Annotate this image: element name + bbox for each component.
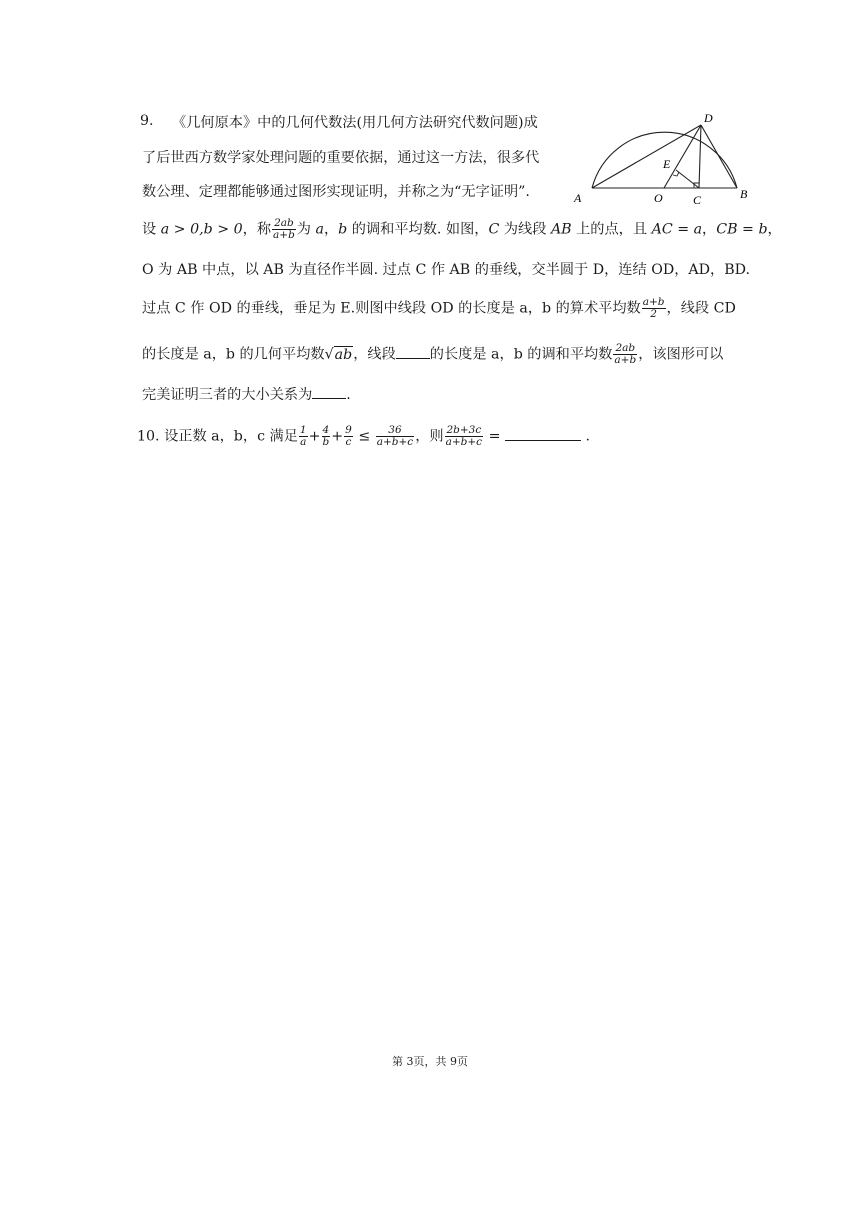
math-ab: AB <box>550 221 572 238</box>
text: ，则 <box>415 428 444 445</box>
label-o: O <box>654 191 663 205</box>
eq-sign: = <box>484 428 505 445</box>
text: ，线段 <box>353 346 396 363</box>
label-c: C <box>693 193 702 207</box>
q9-line-6 <box>142 297 736 320</box>
text: ，线段 CD <box>666 300 736 317</box>
math-cb: CB = b <box>716 221 768 238</box>
radicand: ab <box>334 346 353 363</box>
frac-num: 9 <box>345 424 352 436</box>
segment-ce <box>676 170 699 188</box>
plus-sign: + <box>331 428 344 445</box>
q9-line-3: 数公理、定理都能够通过图形实现证明，并称之为“无字证明”. <box>142 184 530 200</box>
le-sign: ≤ <box>353 428 375 445</box>
text: . <box>346 387 351 403</box>
q9-line-4 <box>142 218 782 241</box>
math-condition: a > 0,b > 0 <box>160 221 243 238</box>
frac-den: b <box>322 436 330 448</box>
frac-num: 4 <box>322 424 330 436</box>
answer-blank-3[interactable] <box>505 426 581 441</box>
semicircle-diagram <box>570 104 760 210</box>
text: 设 <box>142 221 161 238</box>
question-10 <box>137 425 590 448</box>
label-a: A <box>574 191 582 205</box>
math-a: a <box>315 221 324 238</box>
text: 完美证明三者的大小关系为 <box>142 387 313 403</box>
frac-den: 2 <box>650 308 657 320</box>
frac-9-over-c <box>344 425 353 448</box>
harmonic-mean-fraction-2 <box>613 343 637 366</box>
math-b: b <box>338 221 348 238</box>
text: ， <box>767 221 782 238</box>
geometric-mean-sqrt: √ab <box>324 346 353 363</box>
frac-num: 1 <box>299 424 307 436</box>
label-d: D <box>704 111 713 125</box>
frac-num: 2b+3c <box>446 424 482 436</box>
text: ，称 <box>242 221 272 238</box>
frac-num: 2ab <box>613 343 637 355</box>
text: 设正数 a，b，c 满足 <box>159 428 298 445</box>
frac-den: a+b <box>273 229 295 241</box>
text: ， <box>323 221 339 238</box>
frac-4-over-b <box>322 425 331 448</box>
frac-num: 2ab <box>272 218 296 230</box>
label-b: B <box>740 187 748 201</box>
plus-sign: + <box>308 428 321 445</box>
text: ，该图形可以 <box>638 346 724 363</box>
text: 的调和平均数. 如图， <box>347 221 489 238</box>
text: 为线段 <box>499 221 551 238</box>
arithmetic-mean-fraction <box>642 297 666 320</box>
question-9-number: 9. <box>140 113 154 129</box>
answer-blank-2[interactable] <box>312 384 346 399</box>
frac-target <box>445 425 483 448</box>
frac-den: c <box>345 436 352 448</box>
q9-line-7 <box>142 343 723 366</box>
frac-1-over-a <box>299 425 308 448</box>
frac-36-over-sum <box>376 425 414 448</box>
text: 上的点，且 <box>571 221 652 238</box>
text: 的长度是 a，b 的调和平均数 <box>429 346 613 363</box>
page-footer: 第 3页，共 9页 <box>392 1055 468 1068</box>
question-10-number: 10. <box>137 428 160 445</box>
text: . <box>580 428 591 445</box>
text: ， <box>702 221 717 238</box>
segment-bd <box>701 125 737 188</box>
q9-line-8 <box>142 384 351 405</box>
frac-den: a <box>300 436 307 448</box>
right-angle-e <box>673 172 679 176</box>
harmonic-mean-fraction <box>272 218 296 241</box>
label-e: E <box>663 157 671 171</box>
text: 的长度是 a，b 的几何平均数 <box>142 346 325 363</box>
q9-line-2: 了后世西方数学家处理问题的重要依据，通过这一方法，很多代 <box>142 150 540 166</box>
text: 为 <box>296 221 316 238</box>
frac-num: 36 <box>376 425 414 437</box>
q9-line-5: O 为 AB 中点，以 AB 为直径作半圆. 过点 C 作 AB 的垂线，交半圆于 D，连结 OD，AD，BD. <box>142 262 750 278</box>
frac-den: a+b <box>614 354 637 366</box>
q9-line-1: 《几何原本》中的几何代数法(用几何方法研究代数问题)成 <box>172 115 538 131</box>
math-c: C <box>488 221 500 238</box>
frac-den: a+b+c <box>376 436 414 448</box>
math-ac: AC = a <box>651 221 703 238</box>
frac-num: a+b <box>642 296 665 308</box>
segment-cd <box>699 125 701 188</box>
frac-den: a+b+c <box>445 436 483 448</box>
answer-blank-1[interactable] <box>396 344 430 359</box>
text: 过点 C 作 OD 的垂线，垂足为 E.则图中线段 OD 的长度是 a，b 的算术平均数 <box>142 300 641 317</box>
